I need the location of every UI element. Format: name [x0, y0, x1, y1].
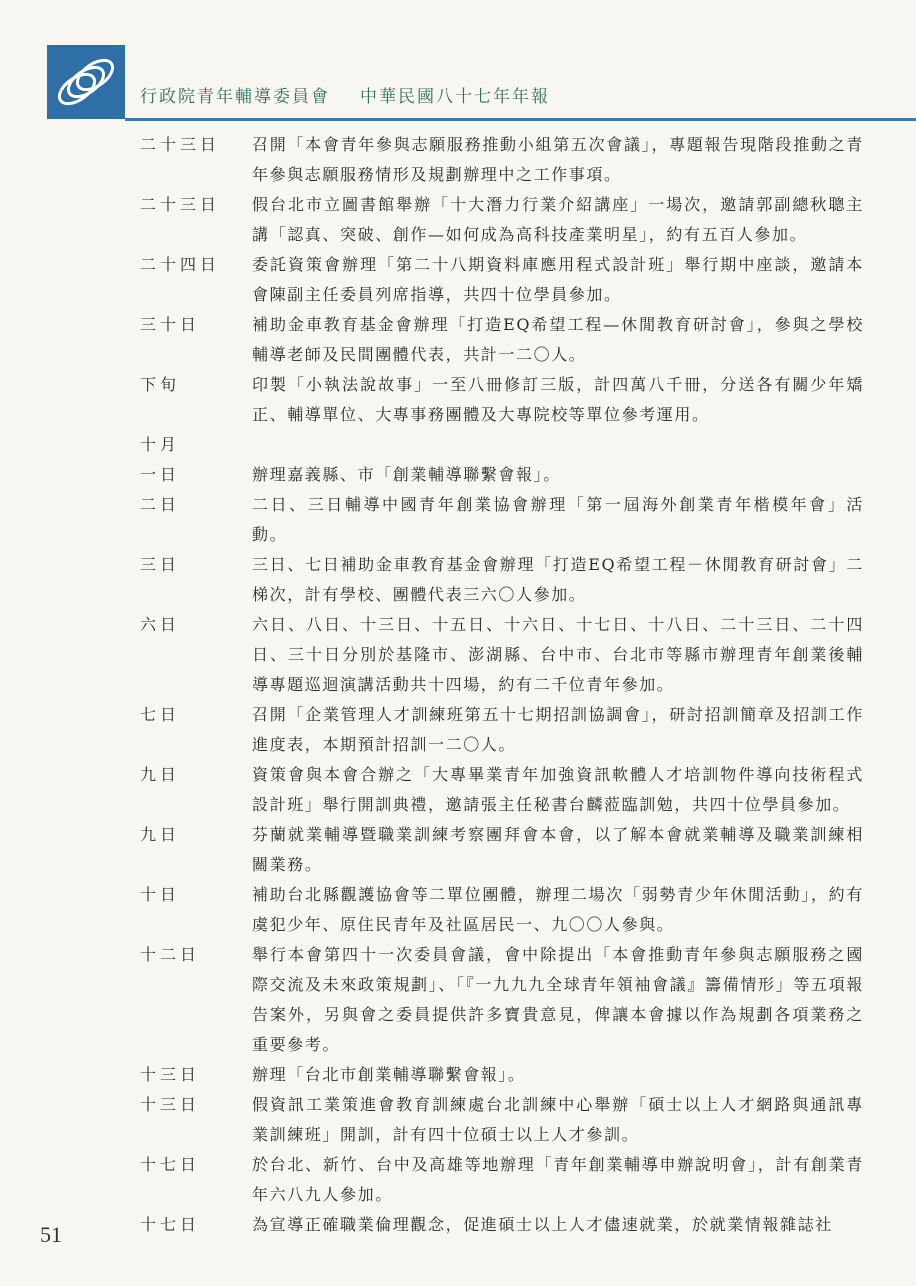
entry-text: 舉行本會第四十一次委員會議，會中除提出「本會推動青年參與志願服務之國際交流及未來政策規劃」、「『一九九九全球青年領袖會議』籌備情形」等五項報告案外，另與會之委員提供許多寶貴意見，俾讓本會據以作為規劃各項業務之重要參考。 — [252, 945, 864, 1054]
logo — [47, 45, 125, 119]
entry-date: 十三日 — [140, 1095, 201, 1114]
entry-date: 二十四日 — [140, 255, 221, 274]
entry-date: 三日 — [140, 555, 181, 574]
entry-text: 假資訊工業策進會教育訓練處台北訓練中心舉辦「碩士以上人才網路與通訊專業訓練班」開訓，計有四十位碩士以上人才參訓。 — [252, 1095, 864, 1144]
month-label: 十月 — [140, 435, 181, 454]
entry-text: 補助台北縣觀護協會等二單位團體，辦理二場次「弱勢青少年休閒活動」，約有虞犯少年、原住民青年及社區居民一、九〇〇人參與。 — [252, 885, 864, 934]
month-heading — [0, 430, 916, 460]
entry-date: 二十三日 — [140, 195, 221, 214]
entry-date: 二十三日 — [140, 135, 221, 154]
chronology-list — [0, 130, 916, 1240]
entry — [0, 610, 916, 700]
header-report: 中華民國八十七年年報 — [360, 87, 550, 107]
entry-date: 十七日 — [140, 1215, 201, 1234]
entry — [0, 820, 916, 880]
entry-text: 三日、七日補助金車教育基金會辦理「打造EQ希望工程－休閒教育研討會」二梯次，計有學校、團體代表三六〇人參加。 — [252, 555, 864, 604]
entry-date: 十日 — [140, 885, 181, 904]
entry-text: 補助金車教育基金會辦理「打造EQ希望工程—休閒教育研討會」，參與之學校輔導老師及民間團體代表，共計一二〇人。 — [252, 315, 864, 364]
entry — [0, 760, 916, 820]
page-number: 51 — [40, 1222, 62, 1247]
entry-date: 一日 — [140, 465, 181, 484]
entry-date: 九日 — [140, 765, 181, 784]
header-org: 行政院青年輔導委員會 — [140, 87, 330, 107]
entry-date: 下旬 — [140, 375, 181, 394]
entry-text: 委託資策會辦理「第二十八期資料庫應用程式設計班」舉行期中座談，邀請本會陳副主任委員列席指導，共四十位學員參加。 — [252, 255, 864, 304]
entry-text: 召開「本會青年參與志願服務推動小組第五次會議」，專題報告現階段推動之青年參與志願服務情形及規劃辦理中之工作事項。 — [252, 135, 864, 184]
entry — [0, 190, 916, 250]
entry-text: 召開「企業管理人才訓練班第五十七期招訓協調會」，研討招訓簡章及招訓工作進度表，本期預計招訓一二〇人。 — [252, 705, 864, 754]
entry — [0, 460, 916, 490]
entry-text: 於台北、新竹、台中及高雄等地辦理「青年創業輔導申辦說明會」，計有創業青年六八九人參加。 — [252, 1155, 864, 1204]
entry-text: 六日、八日、十三日、十五日、十六日、十七日、十八日、二十三日、二十四日、三十日分別於基隆市、澎湖縣、台中市、台北市等縣市辦理青年創業後輔導專題巡迴演講活動共十四場，約有二千位青年參加。 — [252, 615, 864, 694]
entry — [0, 490, 916, 550]
entry — [0, 1210, 916, 1240]
entry-date: 十三日 — [140, 1065, 201, 1084]
running-header — [140, 82, 550, 107]
entry-date: 二日 — [140, 495, 181, 514]
entry — [0, 880, 916, 940]
entry — [0, 940, 916, 1060]
entry — [0, 550, 916, 610]
entry-date: 三十日 — [140, 315, 201, 334]
entry-text: 為宣導正確職業倫理觀念，促進碩士以上人才儘速就業，於就業情報雜誌社 — [252, 1215, 833, 1234]
entry-date: 九日 — [140, 825, 181, 844]
entry-date: 十二日 — [140, 945, 201, 964]
entry — [0, 250, 916, 310]
interlocking-rings-logo-icon — [47, 45, 125, 119]
entry — [0, 700, 916, 760]
entry — [0, 310, 916, 370]
entry — [0, 1090, 916, 1150]
entry — [0, 1060, 916, 1090]
entry-text: 辦理嘉義縣、市「創業輔導聯繫會報」。 — [252, 465, 561, 484]
entry-text: 二日、三日輔導中國青年創業協會辦理「第一屆海外創業青年楷模年會」活動。 — [252, 495, 864, 544]
entry-text: 印製「小執法說故事」一至八冊修訂三版，計四萬八千冊，分送各有關少年矯正、輔導單位、大專事務團體及大專院校等單位參考運用。 — [252, 375, 864, 424]
entry — [0, 1150, 916, 1210]
entry-date: 六日 — [140, 615, 181, 634]
entry-text: 資策會與本會合辦之「大專畢業青年加強資訊軟體人才培訓物件導向技術程式設計班」舉行開訓典禮，邀請張主任秘書台麟蒞臨訓勉，共四十位學員參加。 — [252, 765, 864, 814]
header-rule — [125, 118, 916, 121]
entry — [0, 130, 916, 190]
entry-text: 辦理「台北市創業輔導聯繫會報」。 — [252, 1065, 526, 1084]
entry-text: 芬蘭就業輔導暨職業訓練考察團拜會本會，以了解本會就業輔導及職業訓練相關業務。 — [252, 825, 864, 874]
entry-text: 假台北市立圖書館舉辦「十大潛力行業介紹講座」一場次，邀請郭副總秋聰主講「認真、突破、創作—如何成為高科技產業明星」，約有五百人參加。 — [252, 195, 864, 244]
entry-date: 十七日 — [140, 1155, 201, 1174]
entry — [0, 370, 916, 430]
entry-date: 七日 — [140, 705, 181, 724]
